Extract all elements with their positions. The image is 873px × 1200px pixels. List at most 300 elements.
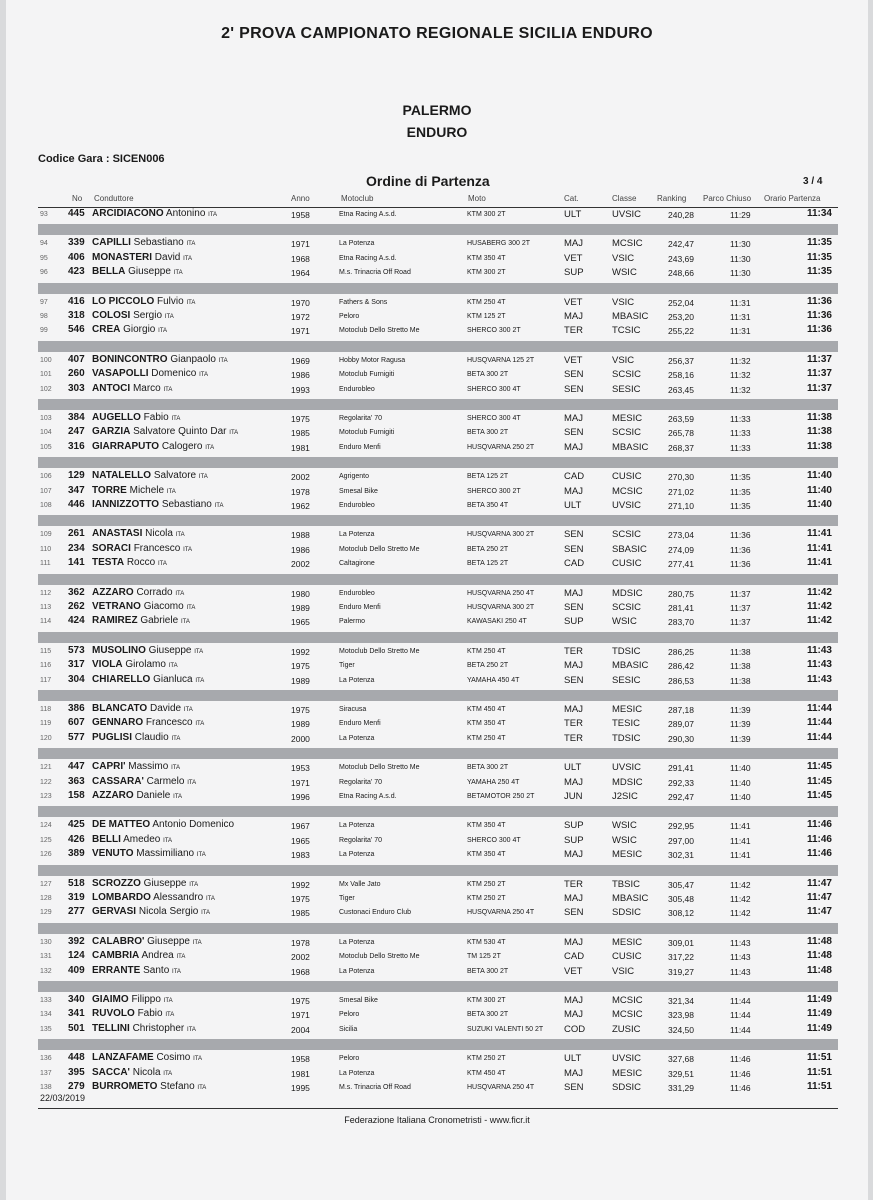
rider-surname: ARCIDIACONO [92, 208, 164, 219]
motoclub: Enduro Menfi [339, 604, 381, 611]
ranking: 289,07 [668, 719, 694, 730]
birth-year: 1964 [291, 268, 310, 279]
row-position: 137 [40, 1069, 52, 1077]
ranking: 283,70 [668, 617, 694, 628]
rider-name [92, 659, 178, 670]
table-row [6, 383, 868, 397]
rider-nationality: ITA [197, 1085, 207, 1091]
footer-rule [38, 1108, 838, 1109]
birth-year: 1989 [291, 719, 310, 730]
rider-firstname: Sebastiano [161, 499, 212, 510]
motorcycle: HUSQVARNA 250 2T [467, 443, 535, 451]
rider-nationality: ITA [186, 241, 196, 248]
class: CUSIC [612, 471, 642, 483]
motoclub: Regolarita' 70 [339, 836, 382, 844]
category: ULT [564, 762, 582, 774]
motoclub: Tiger [339, 895, 355, 902]
rider-number: 363 [68, 775, 85, 787]
rider-nationality: ITA [192, 939, 202, 946]
table-row [6, 499, 868, 513]
row-position: 126 [40, 851, 52, 859]
rider-firstname: Fabio [137, 1008, 163, 1020]
rider-surname: CREA [92, 324, 121, 336]
table-row [6, 848, 868, 862]
birth-year: 1971 [291, 1010, 310, 1021]
parco-chiuso-time: 11:32 [730, 370, 751, 381]
ranking: 252,04 [668, 297, 694, 308]
birth-year: 1978 [291, 937, 310, 948]
class: ZUSIC [612, 1023, 641, 1035]
row-position: 118 [40, 706, 52, 713]
rider-name [92, 892, 215, 903]
rider-firstname: Christopher [132, 1022, 185, 1034]
table-header [6, 194, 868, 206]
table-row [6, 587, 868, 601]
category: SEN [564, 907, 584, 919]
row-position: 108 [40, 502, 52, 509]
rider-surname: NATALELLO [92, 470, 152, 482]
ranking: 305,47 [668, 879, 694, 890]
rider-firstname: Salvatore Quinto Dar [133, 426, 227, 438]
rider-surname: MUSOLINO [92, 644, 146, 656]
start-time: 11:43 [806, 673, 832, 685]
rider-name [92, 906, 210, 917]
rider-nationality: ITA [195, 721, 205, 728]
rider-name [92, 470, 208, 481]
start-time: 11:37 [806, 382, 832, 394]
category: MAJ [564, 776, 583, 788]
row-position: 104 [40, 429, 52, 437]
rider-nationality: ITA [186, 299, 196, 306]
class: MCSIC [612, 995, 643, 1006]
rider-number: 426 [68, 833, 85, 845]
table-row [6, 557, 868, 571]
category: MAJ [564, 893, 583, 904]
parco-chiuso-time: 11:46 [730, 1068, 751, 1079]
motorcycle: HUSQVARNA 250 4T [467, 909, 535, 917]
row-position: 100 [40, 356, 52, 364]
birth-year: 1965 [291, 835, 310, 846]
rider-surname: VENUTO [92, 848, 134, 860]
start-time: 11:38 [806, 440, 832, 452]
rider-number: 423 [68, 266, 85, 278]
table-row [6, 965, 868, 979]
rider-number: 318 [68, 310, 85, 321]
ranking: 248,66 [668, 268, 694, 279]
rider-surname: RUVOLO [92, 1008, 135, 1020]
rider-surname: AUGELLO [92, 412, 141, 423]
table-row [6, 761, 868, 775]
start-time: 11:47 [806, 877, 832, 889]
motorcycle: BETA 350 4T [467, 502, 509, 509]
motorcycle: HUSQVARNA 300 2T [467, 604, 535, 611]
category: SUP [564, 834, 584, 846]
motorcycle: BETA 125 2T [467, 473, 509, 481]
ranking: 324,50 [668, 1024, 694, 1035]
motoclub: Peloro [339, 313, 360, 320]
category: VET [564, 252, 583, 264]
rider-firstname: Cosimo [156, 1052, 191, 1064]
row-position: 119 [40, 720, 52, 728]
rider-name [92, 936, 202, 947]
rider-firstname: Antonino [165, 208, 206, 219]
category: SEN [564, 1082, 584, 1093]
row-position: 120 [40, 734, 52, 742]
group-separator [38, 748, 838, 759]
rider-number: 446 [68, 499, 85, 510]
group-separator [38, 224, 838, 235]
parco-chiuso-time: 11:44 [730, 1024, 751, 1035]
motorcycle: HUSQVARNA 125 2T [467, 356, 535, 364]
birth-year: 1980 [291, 588, 310, 599]
class: MDSIC [612, 587, 643, 599]
row-position: 113 [40, 604, 52, 611]
row-position: 132 [40, 967, 52, 975]
ranking: 265,78 [668, 428, 694, 439]
category: ULT [564, 500, 582, 511]
ranking: 274,09 [668, 544, 694, 555]
category: MAJ [564, 441, 583, 453]
rider-surname: AZZARO [92, 586, 134, 598]
row-position: 94 [40, 240, 48, 248]
class: TDSIC [612, 645, 641, 657]
rider-firstname: Filippo [131, 994, 161, 1005]
start-time: 11:45 [806, 790, 832, 801]
rider-name [92, 208, 217, 219]
rider-surname: LOMBARDO [92, 892, 151, 903]
start-time: 11:35 [806, 251, 832, 263]
birth-year: 1985 [291, 428, 310, 439]
ranking: 309,01 [668, 937, 694, 948]
motorcycle: SUZUKI VALENTI 50 2T [467, 1025, 544, 1033]
class: MCSIC [612, 1009, 643, 1021]
header-cat: Cat. [564, 194, 579, 203]
parco-chiuso-time: 11:36 [730, 530, 751, 541]
rider-surname: SCROZZO [92, 877, 141, 889]
class: VSIC [612, 252, 635, 264]
birth-year: 1986 [291, 544, 310, 555]
rider-nationality: ITA [173, 794, 183, 800]
motorcycle: BETA 250 2T [467, 545, 509, 553]
ranking: 263,45 [668, 384, 694, 395]
motoclub: Endurobleo [339, 502, 375, 509]
motorcycle: KTM 300 2T [467, 269, 506, 277]
start-time: 11:47 [806, 906, 832, 918]
group-separator [38, 399, 838, 410]
motoclub: Mx Valle Jato [339, 880, 381, 888]
table-row [6, 819, 868, 833]
row-position: 128 [40, 895, 52, 902]
birth-year: 2002 [291, 559, 310, 570]
category: SEN [564, 529, 584, 541]
rider-firstname: Claudio [134, 731, 169, 743]
ranking: 319,27 [668, 966, 694, 977]
motorcycle: BETA 125 2T [467, 560, 509, 568]
rider-number: 424 [68, 615, 85, 627]
category: JUN [564, 791, 583, 802]
birth-year: 2002 [291, 952, 310, 963]
table-row [6, 1067, 868, 1081]
row-position: 124 [40, 822, 52, 830]
class: UVSIC [612, 209, 642, 220]
parco-chiuso-time: 11:44 [730, 1010, 751, 1021]
motoclub: La Potenza [339, 967, 375, 975]
motoclub: Endurobleo [339, 589, 375, 597]
motorcycle: SHERCO 300 4T [467, 836, 521, 844]
class: MESIC [612, 936, 643, 948]
start-time: 11:34 [806, 208, 832, 219]
motorcycle: KTM 350 4T [467, 851, 506, 859]
group-separator [38, 923, 838, 934]
parco-chiuso-time: 11:38 [730, 646, 751, 657]
rider-firstname: Giuseppe [143, 877, 187, 889]
table-row [6, 1008, 868, 1022]
start-time: 11:43 [806, 644, 832, 656]
motorcycle: KTM 350 4T [467, 720, 506, 728]
rider-firstname: Fabio [143, 412, 169, 423]
class: MESIC [612, 849, 643, 861]
category: TER [564, 645, 583, 657]
category: MAJ [564, 311, 583, 322]
parco-chiuso-time: 11:40 [730, 777, 751, 788]
rider-firstname: Fulvio [157, 295, 184, 307]
header-motoclub: Motoclub [341, 194, 374, 203]
header-orario-partenza: Orario Partenza [764, 194, 821, 203]
class: MDSIC [612, 776, 643, 788]
parco-chiuso-time: 11:46 [730, 1054, 751, 1065]
start-time: 11:40 [806, 470, 832, 482]
rider-name [92, 354, 228, 365]
birth-year: 1965 [291, 617, 310, 628]
row-position: 107 [40, 487, 52, 495]
table-row [6, 906, 868, 920]
rider-name [92, 296, 195, 307]
parco-chiuso-time: 11:30 [730, 239, 751, 250]
rider-name [92, 528, 185, 539]
motorcycle: BETA 300 2T [467, 764, 509, 772]
row-position: 109 [40, 531, 52, 539]
rider-surname: TELLINI [92, 1022, 130, 1034]
ranking: 277,41 [668, 559, 694, 570]
rider-name [92, 848, 206, 859]
rider-firstname: Corrado [136, 586, 173, 598]
rider-surname: TESTA [92, 557, 125, 569]
rider-surname: VETRANO [92, 601, 141, 612]
rider-firstname: Francesco [145, 717, 193, 729]
category: MAJ [564, 587, 583, 599]
ranking: 256,37 [668, 355, 694, 366]
list-title: Ordine di Partenza [366, 173, 490, 189]
table-row [6, 615, 868, 629]
ranking: 305,48 [668, 894, 694, 904]
start-time: 11:48 [806, 950, 832, 962]
table-row [6, 717, 868, 731]
rider-surname: ERRANTE [92, 964, 141, 976]
motorcycle: HUSQVARNA 250 4T [467, 589, 535, 597]
rider-name [92, 324, 167, 335]
birth-year: 2000 [291, 733, 310, 744]
class: SCSIC [612, 529, 642, 541]
motoclub: Motoclub Dello Stretto Me [339, 647, 420, 655]
rider-name [92, 1081, 206, 1092]
table-row [6, 1023, 868, 1037]
birth-year: 1989 [291, 675, 310, 686]
category: CAD [564, 558, 585, 570]
start-time: 11:35 [806, 266, 832, 278]
parco-chiuso-time: 11:29 [730, 210, 751, 220]
group-separator [38, 515, 838, 526]
class: SCSIC [612, 602, 642, 613]
rider-name [92, 674, 204, 685]
table-row [6, 936, 868, 950]
category: ULT [564, 209, 582, 220]
rider-number: 319 [68, 892, 85, 903]
parco-chiuso-time: 11:42 [730, 879, 751, 890]
category: ULT [564, 1053, 582, 1065]
class: WSIC [612, 820, 637, 832]
parco-chiuso-time: 11:33 [730, 442, 751, 453]
category: MAJ [564, 1067, 583, 1079]
parco-chiuso-time: 11:36 [730, 544, 751, 555]
rider-name [92, 703, 193, 714]
rider-surname: IANNIZZOTTO [92, 499, 160, 510]
rider-firstname: Stefano [160, 1081, 195, 1092]
motoclub: Caltagirone [339, 560, 375, 568]
motoclub: La Potenza [339, 938, 375, 946]
rider-firstname: Salvatore [153, 470, 197, 482]
birth-year: 2002 [291, 472, 310, 483]
category: CAD [564, 951, 585, 963]
table-row [6, 674, 868, 688]
header-classe: Classe [612, 194, 637, 203]
rider-nationality: ITA [171, 416, 181, 422]
start-time: 11:44 [806, 731, 832, 743]
motoclub: Peloro [339, 1011, 360, 1019]
table-row [6, 485, 868, 499]
rider-firstname: Andrea [141, 950, 174, 962]
motorcycle: BETAMOTOR 250 2T [467, 793, 535, 800]
motoclub: La Potenza [339, 240, 375, 248]
birth-year: 1971 [291, 326, 310, 337]
class: MBASIC [612, 660, 649, 672]
rider-number: 577 [68, 731, 85, 743]
ranking: 290,30 [668, 733, 694, 744]
birth-year: 1958 [291, 1054, 310, 1065]
birth-year: 1958 [291, 210, 310, 220]
motorcycle: KTM 250 4T [467, 647, 506, 655]
rider-number: 261 [68, 528, 85, 540]
motorcycle: KTM 450 4T [467, 1069, 506, 1077]
motorcycle: BETA 250 2T [467, 662, 509, 670]
category: SEN [564, 383, 584, 395]
ranking: 258,16 [668, 370, 694, 381]
event-city: PALERMO [402, 102, 472, 118]
rider-firstname: Giuseppe [128, 266, 171, 278]
motorcycle: SHERCO 300 2T [467, 487, 521, 495]
class: SCSIC [612, 427, 642, 439]
motorcycle: TM 125 2T [467, 953, 501, 961]
start-time: 11:46 [806, 848, 832, 860]
class: CUSIC [612, 558, 642, 570]
rider-surname: MONASTERI [92, 251, 152, 263]
rider-firstname: Alessandro [153, 892, 204, 903]
rider-number: 247 [68, 426, 85, 438]
table-row [6, 601, 868, 615]
rider-firstname: Nicola [145, 528, 173, 540]
rider-nationality: ITA [193, 1056, 203, 1063]
rider-nationality: ITA [187, 1026, 196, 1033]
table-row [6, 1052, 868, 1066]
rider-nationality: ITA [183, 255, 193, 262]
parco-chiuso-time: 11:33 [730, 428, 751, 439]
rider-number: 607 [68, 717, 85, 729]
rider-nationality: ITA [166, 488, 176, 495]
start-time: 11:36 [806, 295, 832, 307]
rider-name [92, 950, 185, 961]
motoclub: Etna Racing A.s.d. [339, 211, 397, 218]
parco-chiuso-time: 11:40 [730, 763, 751, 774]
rider-number: 341 [68, 1008, 85, 1020]
table-row [6, 324, 868, 338]
parco-chiuso-time: 11:46 [730, 1083, 751, 1093]
birth-year: 1988 [291, 530, 310, 541]
start-time: 11:45 [806, 775, 832, 787]
start-time: 11:42 [806, 615, 832, 627]
table-row [6, 266, 868, 280]
group-separator [38, 632, 838, 643]
motoclub: La Potenza [339, 734, 375, 742]
parco-chiuso-time: 11:38 [730, 675, 751, 686]
rider-number: 395 [68, 1066, 85, 1078]
parco-chiuso-time: 11:37 [730, 603, 751, 613]
motorcycle: KTM 350 4T [467, 254, 506, 262]
motoclub: Enduro Menfi [339, 720, 381, 728]
motorcycle: SHERCO 300 2T [467, 327, 521, 335]
print-date: 22/03/2019 [40, 1093, 86, 1103]
motorcycle: BETA 300 2T [467, 1011, 509, 1019]
rider-firstname: Massimiliano [136, 848, 195, 860]
rider-nationality: ITA [196, 852, 206, 859]
ranking: 243,69 [668, 253, 694, 264]
category: VET [564, 296, 583, 308]
motoclub: Tiger [339, 662, 355, 670]
rider-name [92, 485, 176, 496]
rider-surname: BONINCONTRO [92, 353, 168, 365]
ranking: 270,30 [668, 472, 694, 483]
rider-nationality: ITA [214, 503, 224, 509]
rider-name [92, 383, 172, 394]
category: TER [564, 732, 583, 744]
category: MAJ [564, 413, 583, 424]
ranking: 286,53 [668, 675, 694, 686]
table-row [6, 1081, 868, 1095]
row-position: 93 [40, 211, 48, 218]
motorcycle: BETA 300 2T [467, 429, 509, 437]
table-row [6, 732, 868, 746]
header-no: No [72, 194, 83, 203]
group-separator [38, 574, 838, 585]
category: SEN [564, 369, 584, 381]
rider-name [92, 615, 190, 626]
motoclub: Peloro [339, 1055, 360, 1063]
rider-number: 518 [68, 877, 85, 889]
rider-surname: VIOLA [92, 659, 123, 671]
group-separator [38, 981, 838, 992]
table-row [6, 441, 868, 455]
parco-chiuso-time: 11:35 [730, 472, 751, 483]
birth-year: 1953 [291, 763, 310, 774]
table-row [6, 892, 868, 906]
